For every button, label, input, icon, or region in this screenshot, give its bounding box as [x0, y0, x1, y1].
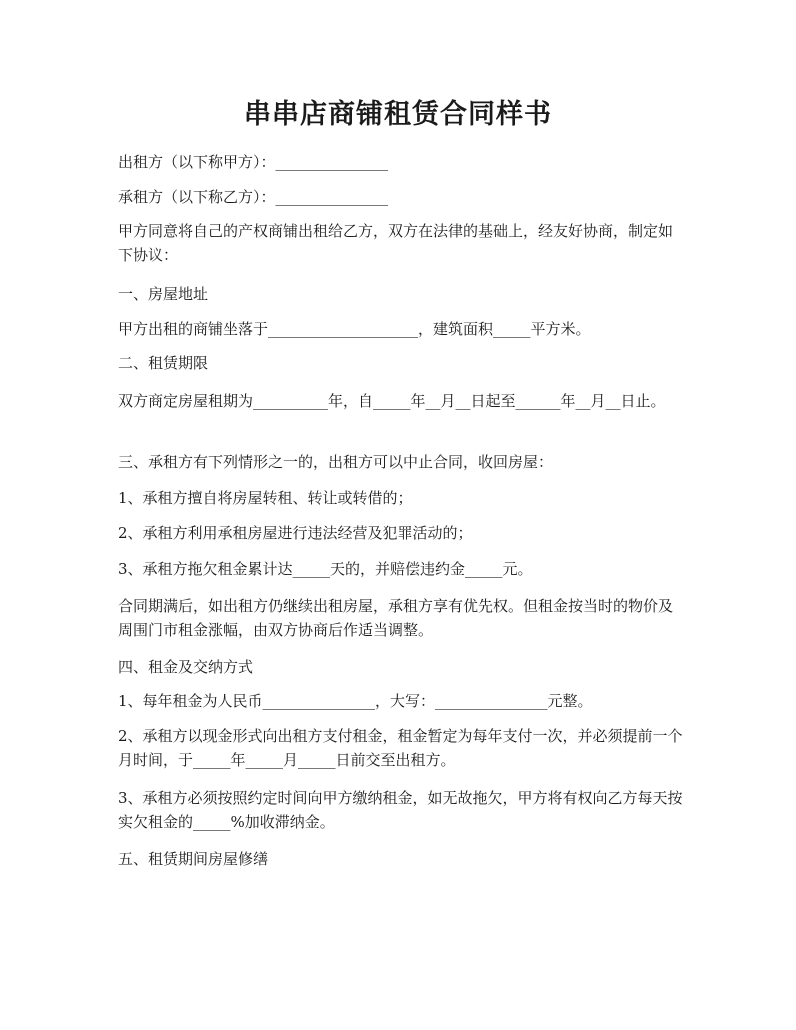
rent-item-2: 2、承租方以现金形式向出租方支付租金，租金暂定为每年支付一次，并必须提前一个月时间，于_____年_____月_____日前交至出租方。: [118, 727, 683, 769]
term-paragraph: 双方商定房屋租期为__________年，自_____年__月__日起至______年__月__日止。: [118, 392, 666, 410]
termination-item-3: 3、承租方拖欠租金累计达_____天的，并赔偿违约金_____元。: [118, 560, 533, 578]
lessee-line: 承租方（以下称乙方）：_______________: [118, 188, 389, 206]
rent-item-3: 3、承租方必须按照约定时间向甲方缴纳租金，如无故拖欠，甲方将有权向乙方每天按实欠租金的_____%加收滞纳金。: [118, 789, 683, 831]
renewal-paragraph: 合同期满后，如出租方仍继续出租房屋，承租方享有优先权。但租金按当时的物价及周围门市租金涨幅，由双方协商后作适当调整。: [118, 597, 674, 639]
address-paragraph: 甲方出租的商铺坐落于____________________，建筑面积_____平方米。: [118, 320, 591, 338]
section-heading-termination: 三、承租方有下列情形之一的，出租方可以中止合同，收回房屋：: [118, 453, 554, 471]
intro-paragraph: 甲方同意将自己的产权商铺出租给乙方，双方在法律的基础上，经友好协商，制定如下协议：: [118, 222, 674, 264]
rent-item-1: 1、每年租金为人民币_______________，大写：_______________元整。: [118, 692, 593, 710]
document-title: 串串店商铺租赁合同样书: [244, 99, 552, 130]
section-heading-rent: 四、租金及交纳方式: [118, 658, 254, 676]
section-heading-repair: 五、租赁期间房屋修缮: [118, 850, 269, 868]
termination-item-2: 2、承租方利用承租房屋进行违法经营及犯罪活动的；: [118, 524, 473, 542]
section-heading-term: 二、租赁期限: [118, 354, 209, 372]
section-heading-address: 一、房屋地址: [118, 285, 209, 303]
lessor-line: 出租方（以下称甲方）：_______________: [118, 153, 389, 171]
termination-item-1: 1、承租方擅自将房屋转租、转让或转借的；: [118, 489, 413, 507]
